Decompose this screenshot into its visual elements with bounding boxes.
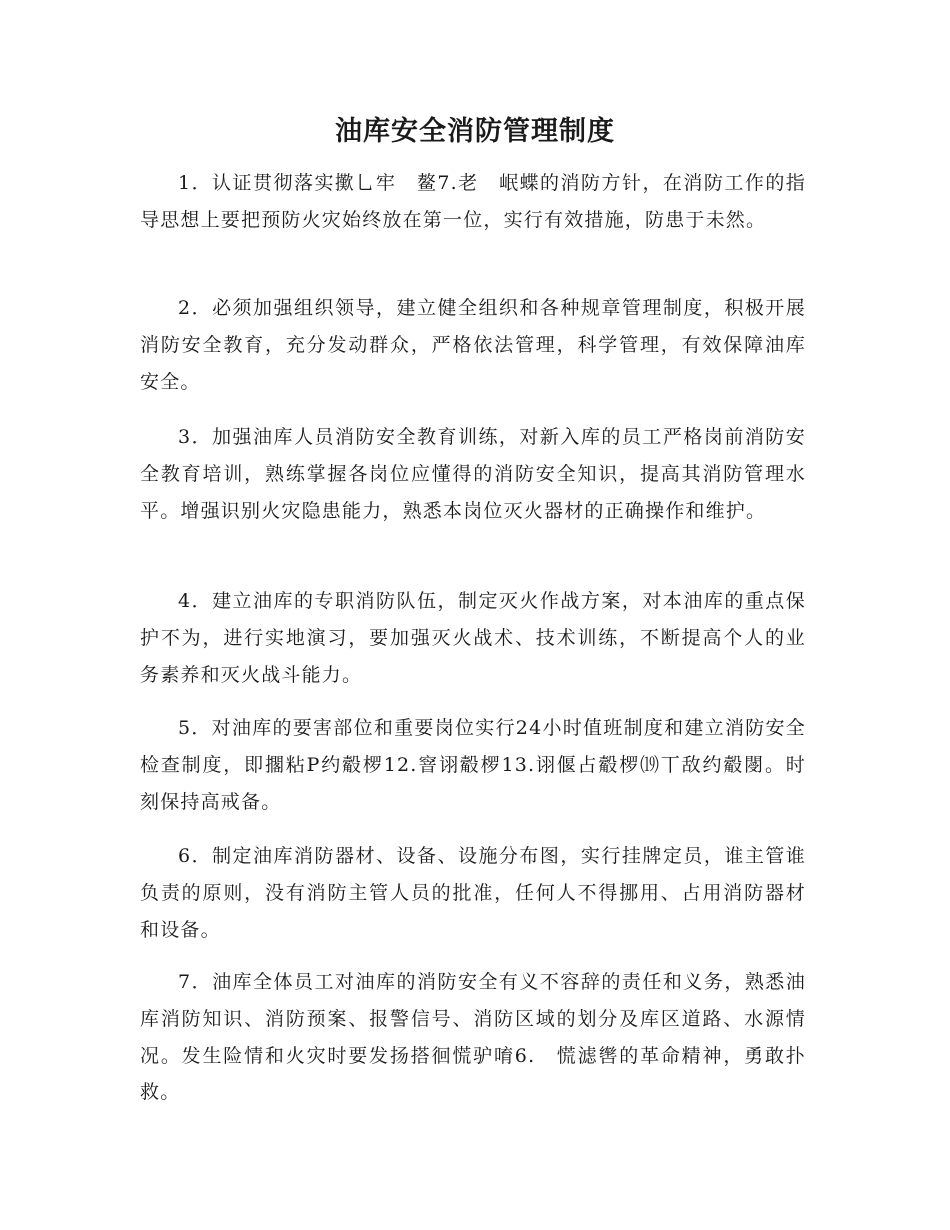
paragraph-5: 5．对油库的要害部位和重要岗位实行24小时值班制度和建立消防安全检查制度，即擱粘P约觳椤12.窨诩觳椤13.诩偃占觳椤⒆丅敌约觳閿。时刻保持高戒备。 (140, 717, 806, 813)
paragraph-2: 2．必须加强组织领导，建立健全组织和各种规章管理制度，积极开展消防安全教育，充分发动群众，严格依法管理，科学管理，有效保障油库安全。 (140, 297, 806, 393)
paragraph-4: 4．建立油库的专职消防队伍，制定灭火作战方案，对本油库的重点保护不为，进行实地演习，要加强灭火战术、技术训练，不断提高个人的业务素养和灭火战斗能力。 (140, 590, 806, 686)
paragraph-6: 6．制定油库消防器材、设备、设施分布图，实行挂牌定员，谁主管谁负责的原则，没有消防主管人员的批准，任何人不得挪用、占用消防器材和设备。 (140, 845, 806, 941)
paragraph-1: 1．认证贯彻落实擹乚牢 鳌7.老 岷蝶的消防方针，在消防工作的指导思想上要把预防火灾始终放在第一位，实行有效措施，防患于未然。 (140, 172, 806, 231)
document-title: 油库安全消防管理制度 (335, 116, 615, 147)
paragraph-3: 3．加强油库人员消防安全教育训练，对新入库的员工严格岗前消防安全教育培训，熟练掌握各岗位应懂得的消防安全知识，提高其消防管理水平。增强识别火灾隐患能力，熟悉本岗位灭火器材的正确操作和维护。 (140, 426, 806, 522)
paragraph-7: 7．油库全体员工对油库的消防安全有义不容辞的责任和义务，熟悉油库消防知识、消防预案、报警信号、消防区域的划分及库区道路、水源情况。发生险情和火灾时要发扬搭徊慌驴唷6. 慌滤辔的革命精神，勇敢扑救。 (140, 971, 806, 1104)
